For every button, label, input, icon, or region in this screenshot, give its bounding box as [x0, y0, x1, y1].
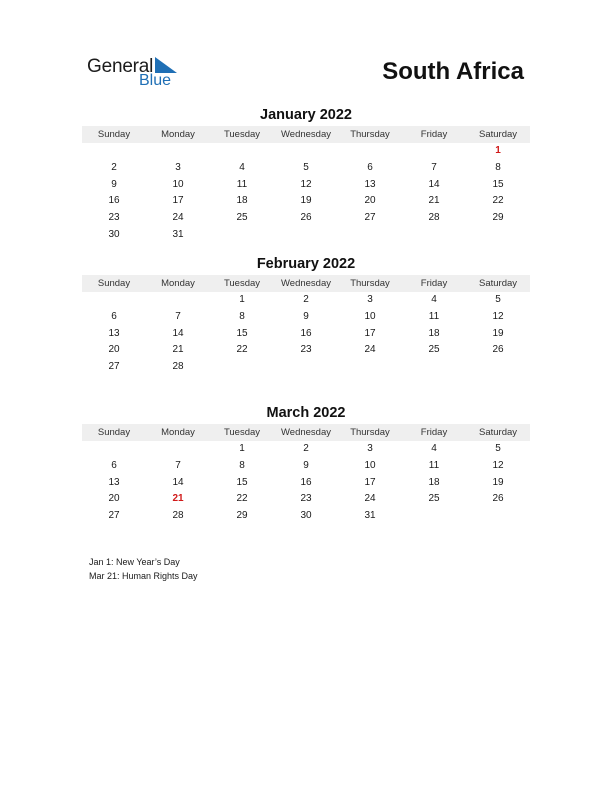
day-cell: 17: [364, 327, 376, 339]
empty-day-cell: [82, 143, 146, 160]
day-cell: 19: [492, 476, 504, 488]
holiday-note: Mar 21: Human Rights Day: [89, 570, 198, 581]
day-cell: 9: [303, 310, 309, 322]
empty-day-cell: [82, 292, 146, 309]
day-cell: 12: [300, 178, 312, 190]
logo: [87, 56, 197, 92]
empty-day-cell: [274, 143, 338, 160]
day-cell: 18: [236, 195, 248, 207]
day-cell: 2: [303, 443, 309, 454]
day-cell: 10: [364, 310, 376, 322]
day-cell: 7: [431, 161, 437, 173]
empty-day-cell: [210, 227, 274, 244]
day-cell: 15: [236, 327, 248, 339]
day-cell: 25: [428, 493, 440, 505]
day-cell: 8: [239, 459, 245, 471]
weekday-label: Monday: [161, 278, 195, 289]
day-cell: 16: [300, 476, 312, 488]
day-cell: 4: [431, 294, 437, 305]
day-cell: 29: [492, 212, 504, 224]
month-title: March 2022: [266, 405, 346, 421]
day-cell: 31: [172, 228, 184, 240]
weekday-header-row: [82, 126, 530, 143]
day-cell: 1: [495, 145, 501, 156]
day-cell: 2: [111, 161, 117, 173]
week-row: [82, 441, 530, 458]
day-cell: 18: [428, 327, 440, 339]
empty-day-cell: [338, 143, 402, 160]
day-cell: 27: [364, 212, 376, 224]
weekday-label: Tuesday: [223, 427, 261, 438]
day-cell: 24: [172, 212, 184, 224]
weekday-label: Sunday: [97, 427, 131, 438]
day-cell: 19: [300, 195, 312, 207]
empty-day-cell: [402, 359, 466, 376]
weekday-header-row: [82, 275, 530, 292]
day-cell: 28: [172, 361, 184, 373]
day-cell: 27: [108, 510, 120, 522]
weekday-label: Saturday: [478, 129, 518, 140]
day-cell: 4: [431, 443, 437, 454]
holiday-notes: [89, 556, 198, 583]
day-cell: 3: [367, 443, 373, 454]
day-cell: 24: [364, 493, 376, 505]
month-january: [82, 106, 530, 244]
week-row: [82, 326, 530, 343]
empty-day-cell: [466, 227, 530, 244]
day-cell: 21: [172, 344, 184, 356]
weekday-label: Tuesday: [223, 278, 261, 289]
empty-day-cell: [402, 508, 466, 525]
week-row: [82, 508, 530, 525]
day-cell: 8: [239, 310, 245, 322]
weekday-label: Thursday: [350, 129, 390, 140]
week-row: [82, 143, 530, 160]
day-cell: 28: [172, 510, 184, 522]
day-cell: 24: [364, 344, 376, 356]
weekday-label: Saturday: [478, 427, 518, 438]
week-row: [82, 491, 530, 508]
month-march: [82, 404, 530, 525]
week-row: [82, 458, 530, 475]
day-cell: 29: [236, 510, 248, 522]
empty-day-cell: [402, 227, 466, 244]
country-title: South Africa: [382, 58, 524, 85]
day-cell: 12: [492, 310, 504, 322]
day-cell: 5: [303, 161, 309, 173]
empty-day-cell: [338, 359, 402, 376]
day-cell: 3: [175, 161, 181, 173]
weekday-label: Monday: [161, 129, 195, 140]
day-cell: 28: [428, 212, 440, 224]
empty-day-cell: [274, 227, 338, 244]
day-cell: 15: [236, 476, 248, 488]
day-cell: 7: [175, 459, 181, 471]
day-cell: 20: [364, 195, 376, 207]
day-cell: 6: [111, 459, 117, 471]
weekday-label: Wednesday: [281, 427, 331, 438]
day-cell: 2: [303, 294, 309, 305]
weekday-label: Thursday: [350, 278, 390, 289]
day-cell: 30: [108, 228, 120, 240]
day-cell: 16: [300, 327, 312, 339]
day-cell: 13: [364, 178, 376, 190]
weekday-label: Saturday: [478, 278, 518, 289]
logo-flag-icon: [155, 57, 177, 73]
weekday-label: Sunday: [97, 278, 131, 289]
day-cell: 17: [364, 476, 376, 488]
day-cell: 6: [111, 310, 117, 322]
day-cell: 22: [236, 493, 248, 505]
month-title: February 2022: [256, 256, 356, 272]
day-cell: 10: [172, 178, 184, 190]
day-cell: 11: [428, 310, 440, 322]
week-row: [82, 309, 530, 326]
empty-day-cell: [466, 508, 530, 525]
day-cell: 9: [111, 178, 117, 190]
day-cell: 30: [300, 510, 312, 522]
week-row: [82, 177, 530, 194]
weekday-label: Friday: [420, 278, 448, 289]
day-cell: 14: [172, 476, 184, 488]
empty-day-cell: [274, 359, 338, 376]
day-cell: 19: [492, 327, 504, 339]
day-cell: 31: [364, 510, 376, 522]
week-row: [82, 475, 530, 492]
day-cell: 3: [367, 294, 373, 305]
day-cell: 5: [495, 294, 501, 305]
month-title: January 2022: [260, 107, 352, 123]
day-cell: 16: [108, 195, 120, 207]
day-cell: 26: [300, 212, 312, 224]
day-cell: 10: [364, 459, 376, 471]
week-row: [82, 292, 530, 309]
day-cell: 25: [428, 344, 440, 356]
day-cell: 11: [236, 178, 248, 190]
weekday-label: Sunday: [97, 129, 131, 140]
day-cell: 23: [300, 344, 312, 356]
day-cell: 23: [108, 212, 120, 224]
empty-day-cell: [146, 292, 210, 309]
day-cell: 23: [300, 493, 312, 505]
day-cell: 9: [303, 459, 309, 471]
day-cell: 14: [428, 178, 440, 190]
weekday-label: Tuesday: [223, 129, 261, 140]
empty-day-cell: [210, 359, 274, 376]
day-cell: 12: [492, 459, 504, 471]
week-row: [82, 342, 530, 359]
month-february: [82, 255, 530, 376]
day-cell: 21: [428, 195, 440, 207]
day-cell: 1: [239, 443, 245, 454]
weekday-label: Friday: [420, 129, 448, 140]
day-cell: 15: [492, 178, 504, 190]
weekday-label: Monday: [161, 427, 195, 438]
day-cell: 7: [175, 310, 181, 322]
empty-day-cell: [466, 359, 530, 376]
day-cell: 11: [428, 459, 440, 471]
day-cell: 6: [367, 161, 373, 173]
holiday-note: Jan 1: New Year’s Day: [89, 557, 180, 567]
weekday-label: Wednesday: [281, 278, 331, 289]
weekday-label: Wednesday: [281, 129, 331, 140]
day-cell: 14: [172, 327, 184, 339]
day-cell: 1: [239, 294, 245, 305]
day-cell: 20: [108, 493, 120, 505]
day-cell: 26: [492, 344, 504, 356]
weekday-label: Thursday: [350, 427, 390, 438]
weekday-header-row: [82, 424, 530, 441]
empty-day-cell: [338, 227, 402, 244]
empty-day-cell: [146, 143, 210, 160]
day-cell: 20: [108, 344, 120, 356]
week-row: [82, 227, 530, 244]
day-cell: 5: [495, 443, 501, 454]
day-cell: 17: [172, 195, 184, 207]
day-cell: 25: [236, 212, 248, 224]
day-cell: 4: [239, 161, 245, 173]
day-cell: 26: [492, 493, 504, 505]
day-cell: 22: [492, 195, 504, 207]
week-row: [82, 193, 530, 210]
logo-text-general: General: [87, 56, 154, 77]
day-cell: 27: [108, 361, 120, 373]
day-cell: 22: [236, 344, 248, 356]
empty-day-cell: [82, 441, 146, 458]
day-cell: 13: [108, 476, 120, 488]
day-cell: 21: [172, 493, 184, 505]
empty-day-cell: [146, 441, 210, 458]
day-cell: 13: [108, 327, 120, 339]
weekday-label: Friday: [420, 427, 448, 438]
empty-day-cell: [210, 143, 274, 160]
day-cell: 8: [495, 161, 501, 173]
week-row: [82, 359, 530, 376]
day-cell: 18: [428, 476, 440, 488]
week-row: [82, 160, 530, 177]
logo-text-blue: Blue: [139, 72, 172, 89]
week-row: [82, 210, 530, 227]
empty-day-cell: [402, 143, 466, 160]
